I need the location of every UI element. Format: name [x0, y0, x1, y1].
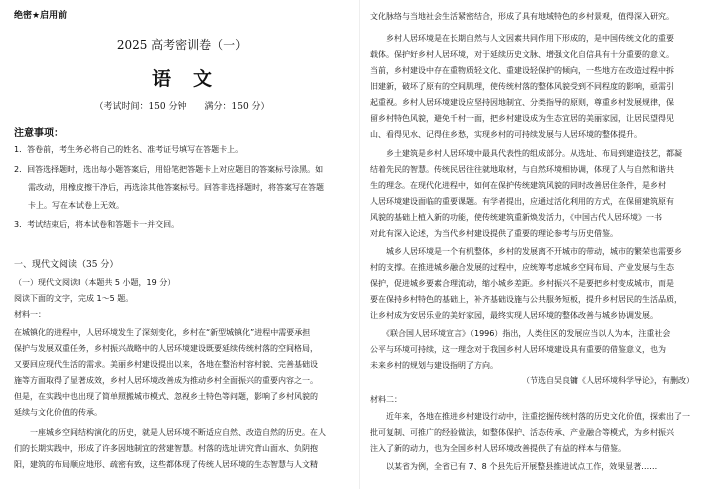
- passage-line: 在城镇化的进程中，人居环境发生了深刻变化，乡村在“新型城镇化”进程中需要承担: [14, 328, 311, 337]
- passage-line: 又要回应现代生活的需求。美丽乡村建设提出以来，各地在整治村容村貌、完善基础设: [14, 360, 318, 369]
- left-column: [14, 0, 350, 489]
- subject-title: 语文: [151, 68, 234, 90]
- passage-line: 延续与文化价值的传承。: [14, 408, 102, 417]
- notice-item: 3．考试结束后，将本试卷和答题卡一并交回。: [14, 220, 180, 229]
- passage-line: 旧建新，破坏了原有的空间肌理，使传统村落的整体风貌受到不同程度的影响，亟需引: [370, 82, 674, 91]
- passage-line: 乡土建筑是乡村人居环境中最具代表性的组成部分。从选址、布局到建造技艺，都凝: [370, 149, 682, 158]
- passage-line: 但是，在实践中也出现了简单照搬城市模式、忽视乡土特色等问题，影响了乡村风貌的: [14, 392, 318, 401]
- passage-line: 当前，乡村建设中存在重物质轻文化、重建设轻保护的倾向，一些地方在改造过程中拆: [370, 66, 674, 75]
- notice-item: 1．答卷前，考生务必将自己的姓名、准考证号填写在答题卡上。: [14, 145, 244, 154]
- exam-title: 2025 高考密训卷（一）: [116, 38, 248, 52]
- passage-line: 们的长期实践中，形成了许多因地制宜的营建智慧。村落的选址讲究背山面水、负阴抱: [14, 444, 318, 453]
- passage-line: 施等方面取得了显著成效，乡村人居环境改善成为推动乡村全面振兴的重要内容之一。: [14, 376, 318, 385]
- passage-line: 生的理念。在现代化进程中，如何在保护传统建筑风貌的同时改善居住条件，是乡村: [370, 181, 666, 190]
- passage-line: 城乡人居环境是一个有机整体，乡村的发展离不开城市的带动，城市的繁荣也需要乡: [370, 247, 682, 256]
- right-column: [370, 0, 694, 489]
- column-divider: [359, 0, 360, 489]
- passage-line: 要在保持乡村特色的基础上，补齐基础设施与公共服务短板，提升乡村居民的生活品质，: [370, 295, 682, 304]
- notice-item: 2．回答选择题时，选出每小题答案后，用铅笔把答题卡上对应题目的答案标号涂黑。如: [14, 165, 324, 174]
- passage-line: 保护与发展双重任务，乡村振兴战略中的人居环境建设既要延续传统村落的空间格局，: [14, 344, 318, 353]
- reading-instruction: 阅读下面的文字，完成 1～5 题。: [14, 294, 134, 303]
- exam-time: （考试时间：150 分钟 满分：150 分）: [94, 102, 270, 112]
- passage-line: 载体。保护好乡村人居环境，对于延续历史文脉、增强文化自信具有十分重要的意义。: [370, 50, 674, 59]
- passage-line: 起重视。乡村人居环境建设应坚持因地制宜、分类指导的原则，尊重乡村发展规律，保: [370, 98, 674, 107]
- passage-line: 未来乡村的规划与建设指明了方向。: [370, 361, 498, 370]
- passage-line: 保护，促进城乡要素合理流动，缩小城乡差距。乡村振兴不是要把乡村变成城市，而是: [370, 279, 674, 288]
- passage-line: 让乡村成为安居乐业的美好家园，最终实现人居环境的整体改善与城乡协调发展。: [370, 311, 658, 320]
- section-heading: 一、现代文阅读（35 分）: [14, 260, 119, 270]
- passage-line: 结着先民的智慧。传统民居往往就地取材，与自然环境相协调，体现了人与自然和谐共: [370, 165, 674, 174]
- material-label: 材料二：: [370, 395, 402, 404]
- notice-item: 需改动，用橡皮擦干净后，再选涂其他答案标号。回答非选择题时，将答案写在答题: [28, 183, 324, 192]
- passage-line: 批可复制、可推广的经验做法，如整体保护、活态传承、产业融合等模式，为乡村振兴: [370, 428, 674, 437]
- source-citation: （节选自吴良镛《人居环境科学导论》，有删改）: [522, 376, 694, 385]
- material-label: 材料一：: [14, 310, 46, 319]
- passage-line: 阳，建筑的布局顺应地形、疏密有致，这些都体现了传统人居环境的生态智慧与人文精: [14, 460, 318, 469]
- passage-line: 一座城乡空间结构演化的历史，就是人居环境不断适应自然、改造自然的历史。在人: [14, 428, 326, 437]
- passage-line: 以某省为例，全省已有 7、8 个县先后开展整县推进试点工作，效果显著……: [370, 462, 658, 471]
- passage-line: 乡村人居环境是在长期自然与人文因素共同作用下形成的，是中国传统文化的重要: [370, 34, 674, 43]
- passage-line: 人居环境建设面临的重要课题。有学者提出，应通过活化利用的方式，在保留建筑原有: [370, 197, 674, 206]
- notice-item: 卡上。写在本试卷上无效。: [28, 201, 124, 210]
- passage-line: 《联合国人居环境宣言》（1996）指出，人类住区的发展应当以人为本，注重社会: [370, 329, 671, 338]
- passage-line: 风貌的基础上植入新的功能，使传统建筑重新焕发活力，《中国古代人居环境》一书: [370, 213, 662, 222]
- passage-line: 近年来，各地在推进乡村建设行动中，注重挖掘传统村落的历史文化价值，探索出了一: [370, 412, 690, 421]
- passage-line: 村的支撑。在推进城乡融合发展的过程中，应统筹考虑城乡空间布局、产业发展与生态: [370, 263, 674, 272]
- secret-mark: 绝密★启用前: [14, 11, 68, 21]
- passage-line: 山、看得见水、记得住乡愁，实现乡村的可持续发展与人居环境的整体提升。: [370, 130, 642, 139]
- passage-line: 文化脉络与当地社会生活紧密结合，形成了具有地域特色的乡村景观，值得深入研究。: [370, 12, 674, 21]
- passage-line: 对此有深入论述，为当代乡村建设提供了重要的理论参考与历史借鉴。: [370, 229, 618, 238]
- sub-heading: （一）现代文阅读Ⅰ（本题共 5 小题，19 分）: [14, 278, 176, 287]
- passage-line: 留乡村特色风貌，避免千村一面，把乡村建设成为生态宜居的美丽家园，让居民望得见: [370, 114, 674, 123]
- notice-heading: 注意事项：: [14, 128, 64, 139]
- passage-line: 注入了新的动力，也为全国乡村人居环境改善提供了有益的样本与借鉴。: [370, 444, 626, 453]
- passage-line: 公平与环境可持续，这一理念对于我国乡村人居环境建设具有重要的借鉴意义，也为: [370, 345, 666, 354]
